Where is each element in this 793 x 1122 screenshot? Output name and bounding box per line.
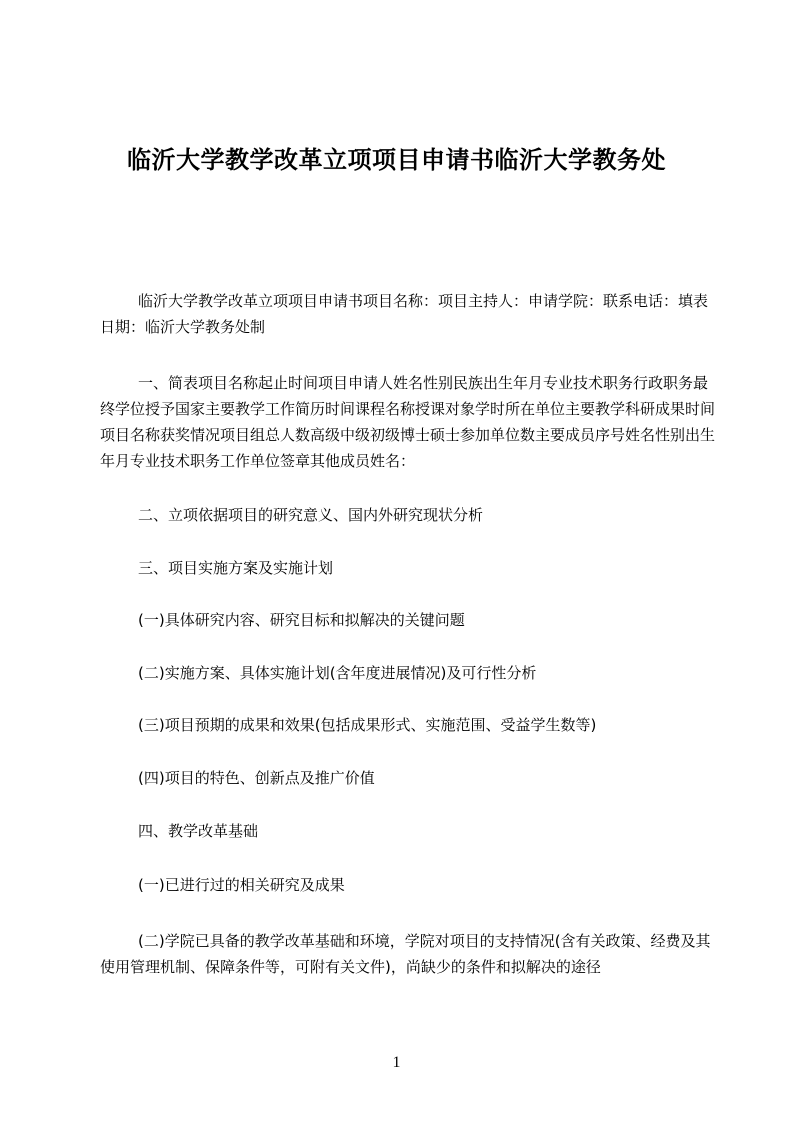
- section-heading-2: 二、立项依据项目的研究意义、国内外研究现状分析: [138, 506, 484, 524]
- section-heading-4: 四、教学改革基础: [138, 822, 259, 840]
- subsection-heading-3-4: (四)项目的特色、创新点及推广价值: [138, 769, 375, 787]
- subsection-heading-3-2: (二)实施方案、具体实施计划(含年度进展情况)及可行性分析: [138, 664, 537, 682]
- subsection-heading-3-3: (三)项目预期的成果和效果(包括成果形式、实施范围、受益学生数等): [138, 716, 597, 734]
- document-title: 临沂大学教学改革立项项目申请书临沂大学教务处: [127, 146, 666, 174]
- subsection-heading-4-1: (一)已进行过的相关研究及成果: [138, 876, 345, 894]
- page-number: 1: [392, 1054, 401, 1071]
- cover-info-paragraph: 临沂大学教学改革立项项目申请书项目名称：项目主持人：申请学院：联系电话：填表日期：临沂大学教务处制: [100, 292, 709, 336]
- section-1-paragraph: 一、简表项目名称起止时间项目申请人姓名性别民族出生年月专业技术职务行政职务最终学位授予国家主要教学工作简历时间课程名称授课对象学时所在单位主要教学科研成果时间项目名称获奖情况项目组总人数高级中级初级博士硕士参加单位数主要成员序号姓名性别出生年月专业技术职务工作单位签章其他成员姓名：: [100, 374, 716, 470]
- subsection-heading-3-1: (一)具体研究内容、研究目标和拟解决的关键问题: [138, 611, 465, 629]
- subsection-4-2-paragraph: (二)学院已具备的教学改革基础和环境，学院对项目的支持情况(含有关政策、经费及其使用管理机制、保障条件等，可附有关文件)，尚缺少的条件和拟解决的途径: [100, 932, 711, 976]
- section-heading-3: 三、项目实施方案及实施计划: [138, 559, 334, 577]
